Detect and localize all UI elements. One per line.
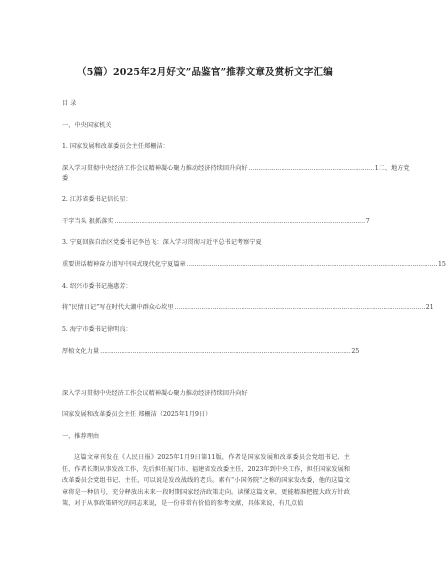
article-byline: 国家发展和改革委员会主任 郑栅洁（2025年1月9日） xyxy=(62,411,212,418)
toc-item-4-title: 将“民情日记”写在时代大潮中群众心坎里 xyxy=(62,304,174,311)
toc-leader-dots: …………………………………………………………………………………………………………………… xyxy=(186,261,437,268)
toc-item-2-author: 2. 江苏省委书记信长星： xyxy=(62,196,132,203)
toc-item-1-entry-cont: 委 xyxy=(62,175,69,182)
toc-item-3-title: 重要讲话精神奋力谱写中国式现代化宁夏篇章 xyxy=(62,261,186,268)
toc-item-3-author: 3. 宁夏回族自治区党委书记李邑飞：深入学习贯彻习近平总书记考察宁夏 xyxy=(62,239,262,246)
toc-leader-dots: …………………………………………………………………………………………………………………… xyxy=(114,218,365,225)
toc-item-2-page: 7 xyxy=(365,218,370,225)
toc-item-4-entry[interactable] xyxy=(62,302,434,313)
toc-heading: 目 录 xyxy=(62,100,77,107)
toc-item-1-title: 深入学习贯彻中央经济工作会议精神凝心聚力推动经济持续回升向好 xyxy=(62,165,248,172)
toc-section-central: 一、中央国家机关 xyxy=(62,122,112,129)
article-section-heading: 一、推荐理由 xyxy=(62,433,100,440)
toc-item-2-entry[interactable] xyxy=(62,216,370,227)
toc-item-5-entry[interactable] xyxy=(62,346,360,357)
article-body: 这篇文章刊发在《人民日报》2025年1月9日第11版，作者是国家发展和改革委员会党组书记、主任，作者长期从事发改工作，先后担任厦门市、福建省发改委主任，2023年到中央工作，担任国家发展和改革委员会党组书记、主任，可以说是发改战线的老兵。素有“小国务院”之称的国家发改委，他的这篇文章将是一种信号，充分释放出未来一段时期国家经济政策走向。读懂这篇文章，更能精准把握大政方针政策，对于从事政策研究的同志来说，是一份非常有价值的参考文献，具体来说，有几点值 xyxy=(62,454,350,508)
document-title: （5篇）2025年2月好文”品鉴官”推荐文章及赏析文字汇编 xyxy=(77,67,333,78)
toc-item-2-title: 干字当头 狠抓落实 xyxy=(62,218,114,225)
toc-item-5-page: 25 xyxy=(351,348,360,355)
toc-item-4-author: 4. 绍兴市委书记施惠芳： xyxy=(62,283,132,290)
toc-item-4-page: 21 xyxy=(425,304,434,311)
toc-item-1-page: 1二、地方党 xyxy=(374,165,410,172)
toc-item-1-entry[interactable] xyxy=(62,163,410,174)
toc-item-5-author: 5. 海宁市委书记徐明良： xyxy=(62,326,132,333)
toc-leader-dots: ………………………………………………………… xyxy=(248,165,374,172)
toc-item-3-entry[interactable] xyxy=(62,259,446,270)
toc-leader-dots: …………………………………………………………………………………………………………………… xyxy=(100,348,351,355)
toc-leader-dots: …………………………………………………………………………………………………………………… xyxy=(174,304,425,311)
article-title: 深入学习贯彻中央经济工作会议精神凝心聚力推动经济持续回升向好 xyxy=(62,390,248,397)
toc-item-1-author: 1. 国家发展和改革委员会主任郑栅洁： xyxy=(62,143,169,150)
toc-item-5-title: 厚植文化力量 xyxy=(62,348,100,355)
toc-item-3-page: 15 xyxy=(438,261,446,268)
